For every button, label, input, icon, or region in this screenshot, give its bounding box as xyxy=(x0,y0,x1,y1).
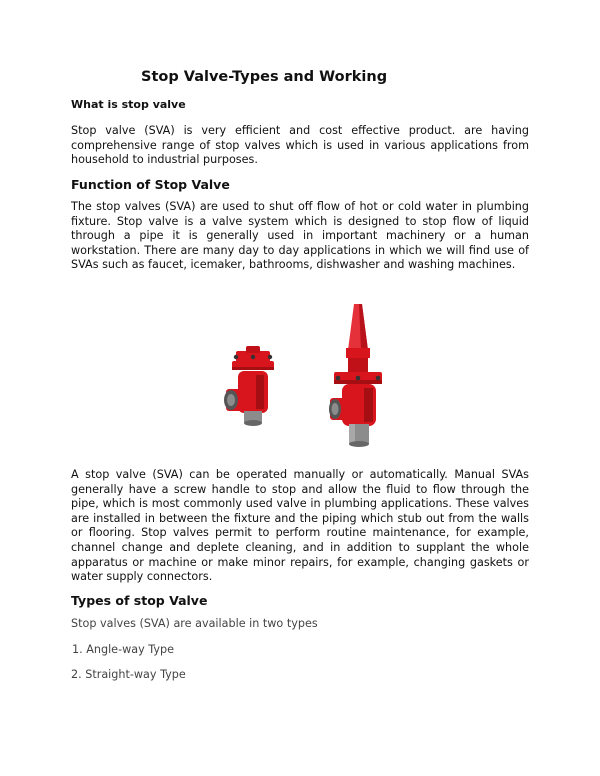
what-heading: What is stop valve xyxy=(71,98,186,111)
types-heading: Types of stop Valve xyxy=(71,593,208,608)
page-title: Stop Valve-Types and Working xyxy=(141,69,388,85)
type-item-straight-way: 2. Straight-way Type xyxy=(71,668,186,681)
what-paragraph: Stop valve (SVA) is very efficient and cost effective product. are having comprehensive range of stop valves which is used in various applications from household to industrial purposes. xyxy=(71,124,529,167)
operation-paragraph: A stop valve (SVA) can be operated manually or automatically. Manual SVAs generally have a screw handle to stop and allow the fluid to flow through the pipe, which is most commonly used valve in plumbing applications. These valves are installed in between the fixture and the piping which stub out from the walls or flooring. Stop valves permit to perform routine maintenance, for example, channel change and deplete cleaning, and in addition to supplant the whole apparatus or machine or make minor repairs, for example, changing gaskets or water supply connectors. xyxy=(71,468,529,584)
function-heading: Function of Stop Valve xyxy=(71,177,230,192)
angle-valve-capped-image xyxy=(328,302,388,450)
types-intro: Stop valves (SVA) are available in two types xyxy=(71,617,318,630)
function-paragraph: The stop valves (SVA) are used to shut off flow of hot or cold water in plumbing fixture. Stop valve is a valve system which is designed to stop flow of liquid through a pipe it is generally used in important machinery or a human workstation. There are many day to day applications in which we will find use of SVAs such as faucet, icemaker, bathrooms, dishwasher and washing machines. xyxy=(71,200,529,272)
angle-valve-small-image xyxy=(222,345,282,427)
type-item-angle-way: 1. Angle-way Type xyxy=(72,643,174,656)
